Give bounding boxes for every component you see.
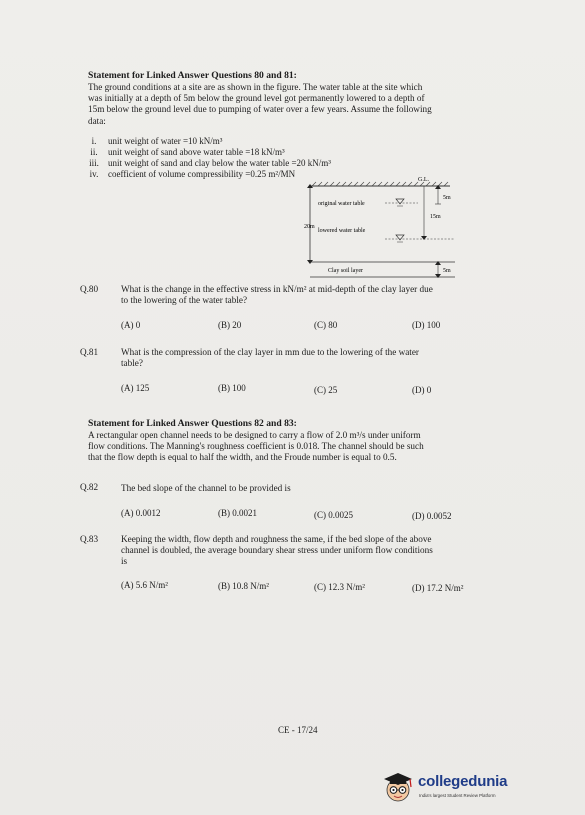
option-b[interactable]: (B) 20 xyxy=(218,320,242,330)
clay-layer-label: Clay soil layer xyxy=(328,268,363,274)
option-d[interactable]: (D) 0 xyxy=(412,385,432,395)
option-b[interactable]: (B) 10.8 N/m² xyxy=(218,581,269,591)
question-80-text xyxy=(121,284,511,306)
list-item: i. unit weight of water =10 kN/m³ xyxy=(91,136,223,146)
statement-2-title: Statement for Linked Answer Questions 82 and 83: xyxy=(88,418,297,429)
question-line: table? xyxy=(121,358,143,368)
question-line: The bed slope of the channel to be provided is xyxy=(121,483,291,493)
logo-name: collegedunia xyxy=(418,773,508,790)
option-c[interactable]: (C) 80 xyxy=(314,320,338,330)
question-line: to the lowering of the water table? xyxy=(121,295,248,305)
question-line: channel is doubled, the average boundary shear stress under uniform flow conditions xyxy=(121,545,433,555)
depth-15m-label: 15m xyxy=(430,214,441,220)
list-item: ii. unit weight of sand above water table =18 kN/m³ xyxy=(90,147,285,157)
question-83-text xyxy=(121,534,511,567)
question-line: Keeping the width, flow depth and roughness the same, if the bed slope of the above xyxy=(121,534,432,544)
paragraph-line: was initially at a depth of 5m below the ground level got permanently lowered to a depth of xyxy=(88,93,425,104)
option-b[interactable]: (B) 100 xyxy=(218,383,246,393)
paragraph-line: that the flow depth is equal to half the width, and the Froude number is equal to 0.5. xyxy=(88,452,397,463)
gl-label: G.L. xyxy=(418,177,429,183)
graduation-mascot-icon xyxy=(380,768,416,804)
option-b[interactable]: (B) 0.0021 xyxy=(218,508,257,518)
original-water-table-label: original water table xyxy=(318,201,365,207)
paragraph-line: data: xyxy=(88,115,106,126)
option-a[interactable]: (A) 125 xyxy=(121,383,150,393)
option-a[interactable]: (A) 0.0012 xyxy=(121,508,161,518)
paragraph-line: 15m below the ground level due to pumping of water over a few years. Assume the following xyxy=(88,104,432,115)
depth-5m-label: 5m xyxy=(443,195,451,201)
question-line: What is the change in the effective stress in kN/m² at mid-depth of the clay layer due xyxy=(121,284,433,294)
statement-1-title: Statement for Linked Answer Questions 80 and 81: xyxy=(88,70,297,81)
statement-2-paragraph xyxy=(88,430,508,464)
collegedunia-logo xyxy=(380,766,518,806)
question-line: What is the compression of the clay layer in mm due to the lowering of the water xyxy=(121,347,419,357)
option-c[interactable]: (C) 12.3 N/m² xyxy=(314,582,365,592)
page-code: CE - 17/24 xyxy=(278,725,318,735)
option-d[interactable]: (D) 100 xyxy=(412,320,441,330)
question-82-text xyxy=(121,483,511,494)
list-item: iii. unit weight of sand and clay below the water table =20 kN/m³ xyxy=(89,158,331,168)
question-number: Q.82 xyxy=(80,482,99,492)
ground-level-line xyxy=(310,182,450,186)
lowered-water-table-label: lowered water table xyxy=(318,228,366,234)
option-c[interactable]: (C) 0.0025 xyxy=(314,510,353,520)
question-line: is xyxy=(121,556,128,566)
paragraph-line: A rectangular open channel needs to be designed to carry a flow of 2.0 m³/s under uniform xyxy=(88,430,421,440)
depth-20m-label: 20m xyxy=(304,224,315,230)
option-c[interactable]: (C) 25 xyxy=(314,385,338,395)
paragraph-line: The ground conditions at a site are as shown in the figure. The water table at the site which xyxy=(88,82,423,92)
question-number: Q.80 xyxy=(80,284,99,294)
option-d[interactable]: (D) 0.0052 xyxy=(412,511,452,521)
paragraph-line: flow conditions. The Manning's roughness coefficient is 0.018. The channel should be such xyxy=(88,441,424,452)
statement-1-paragraph xyxy=(88,82,508,127)
clay-5m-label: 5m xyxy=(443,268,451,274)
list-item: iv. coefficient of volume compressibility =0.25 m²/MN xyxy=(89,169,296,179)
option-a[interactable]: (A) 5.6 N/m² xyxy=(121,580,168,590)
question-81-text xyxy=(121,347,511,369)
question-number: Q.81 xyxy=(80,347,99,357)
logo-tagline: India's largest Student Review Platform xyxy=(419,793,496,798)
question-number: Q.83 xyxy=(80,534,99,544)
option-a[interactable]: (A) 0 xyxy=(121,320,141,330)
soil-profile-diagram xyxy=(290,172,465,280)
option-d[interactable]: (D) 17.2 N/m² xyxy=(412,583,464,593)
